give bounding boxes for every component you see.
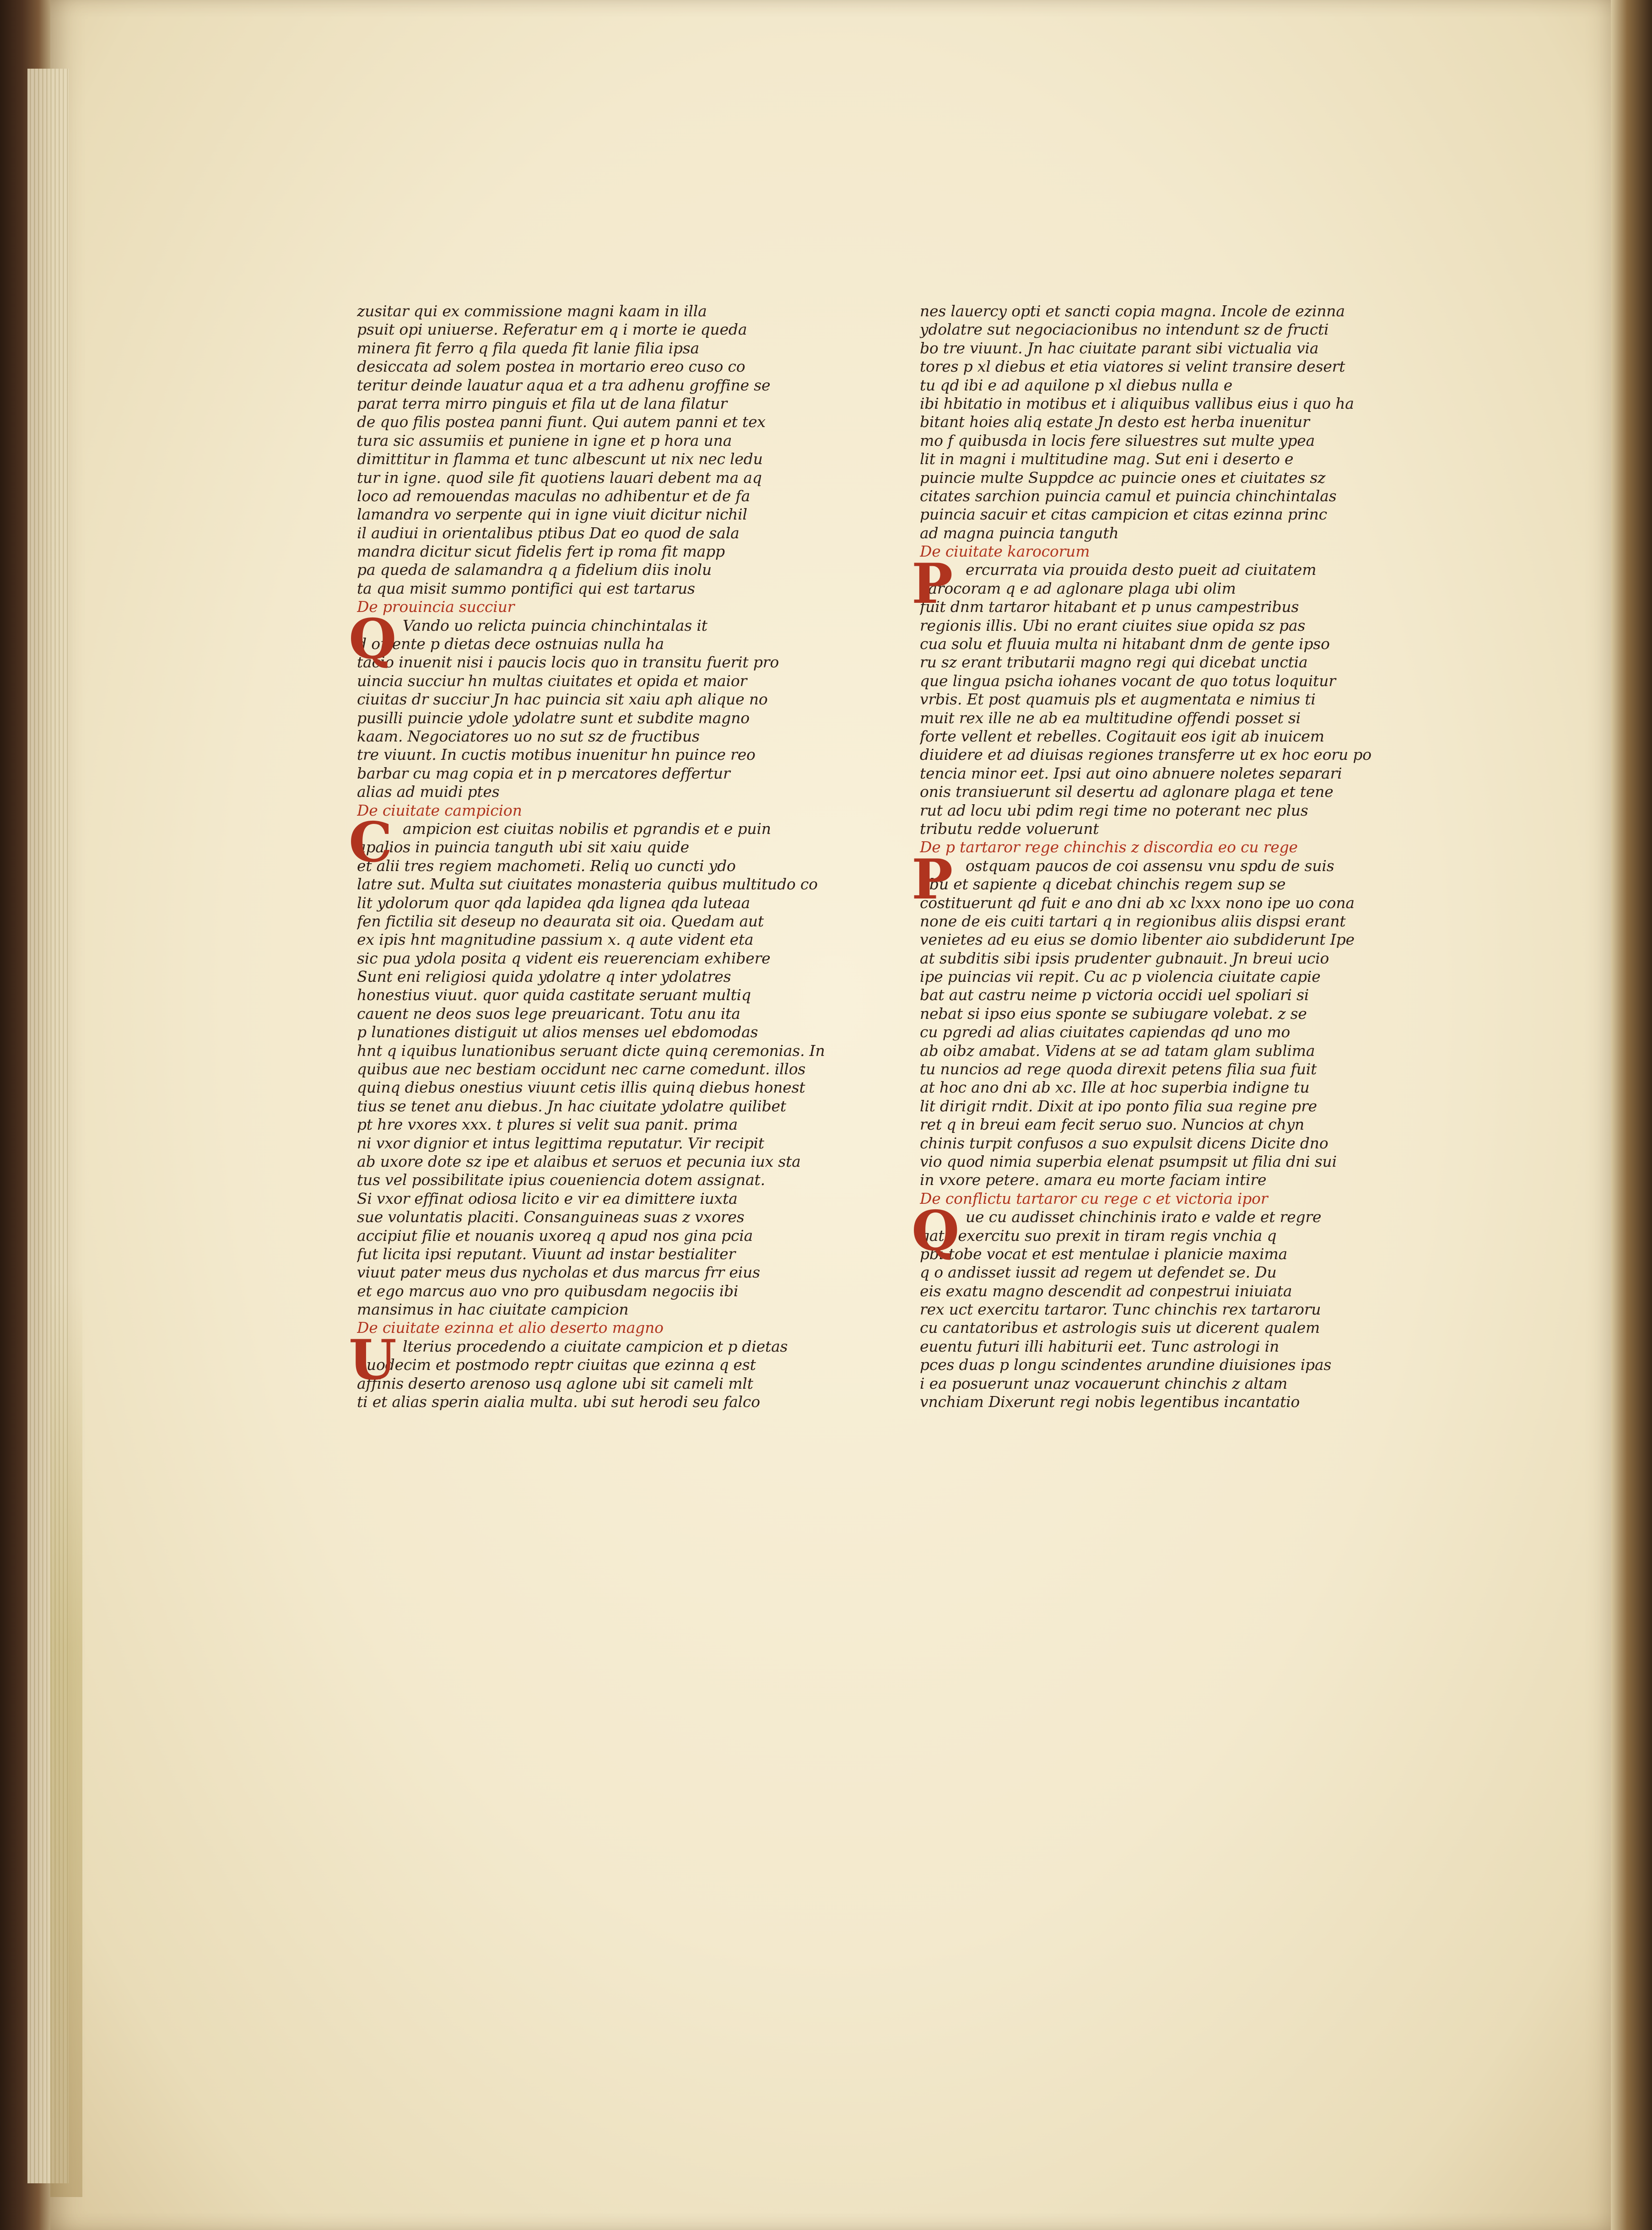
text-line: ru sz erant tributarii magno regi qui dicebat unctia xyxy=(920,653,1308,671)
text-line: uincia succiur hn multas ciuitates et opida et maior xyxy=(357,671,747,690)
rubric-heading: De ciuitate ezinna et alio deserto magno xyxy=(357,1319,664,1337)
text-line: kaam. Negociatores uo no sut sz de fructibus xyxy=(357,727,700,745)
text-line: de quo filis postea panni fiunt. Qui autem panni et tex xyxy=(357,413,766,431)
text-line: lit in magni i multitudine mag. Sut eni i deserto e xyxy=(920,450,1294,468)
text-line: lit dirigit rndit. Dixit at ipo ponto filia sua regine pre xyxy=(920,1097,1317,1115)
text-line: que lingua psicha iohanes vocant de quo totus loquitur xyxy=(920,671,1336,690)
text-line: tura sic assumiis et puniene in igne et p hora una xyxy=(357,431,732,449)
text-line: alias ad muidi ptes xyxy=(357,783,500,801)
text-line: ni vxor dignior et intus legittima reputatur. Vir recipit xyxy=(357,1134,764,1152)
decorated-initial: Q xyxy=(912,1198,960,1263)
text-line: cu cantatoribus et astrologis suis ut dicerent qualem xyxy=(920,1319,1320,1337)
text-line: fen fictilia sit deseup no deaurata sit oia. Quedam aut xyxy=(357,912,764,930)
text-line: loco ad remouendas maculas no adhibentur et de fa xyxy=(357,487,750,505)
text-line: chinis turpit confusos a suo expulsit dicens Dicite dno xyxy=(920,1134,1328,1152)
text-line: puincia sacuir et citas campicion et citas ezinna princ xyxy=(920,505,1328,524)
text-line: et ego marcus auo vno pro quibusdam negociis ibi xyxy=(357,1282,739,1300)
text-line: tur in igne. quod sile fit quotiens lauari debent ma aq xyxy=(357,468,762,487)
text-line: ab uxore dote sz ipe et alaibus et seruos et pecunia iux sta xyxy=(357,1152,801,1170)
text-line: pusilli puincie ydole ydolatre sunt et subdite magno xyxy=(357,709,750,727)
text-line: i ea posuerunt unaz vocauerunt chinchis z altam xyxy=(920,1374,1288,1392)
text-line: pa queda de salamandra q a fidelium diis inolu xyxy=(357,561,712,579)
text-line: q o andisset iussit ad regem ut defendet se. Du xyxy=(920,1263,1277,1282)
text-line: tacio inuenit nisi i paucis locis quo in transitu fuerit pro xyxy=(357,653,779,671)
text-line: Vando uo relicta puincia chinchintalas it xyxy=(403,616,707,634)
text-line: tores p xl diebus et etia viatores si velint transire desert xyxy=(920,357,1345,376)
text-line: fuit dnm tartaror hitabant et p unus campestribus xyxy=(920,598,1299,616)
text-line: il audiui in orientalibus ptibus Dat eo quod de sala xyxy=(357,524,740,542)
water-stain xyxy=(50,1282,82,2197)
text-line: rut ad locu ubi pdim regi time no poterant nec plus xyxy=(920,801,1308,819)
text-line: nebat si ipso eius sponte se subiugare volebat. z se xyxy=(920,1004,1307,1023)
text-line: diuidere et ad diuisas regiones transferre ut ex hoc eoru po xyxy=(920,746,1371,764)
left-text-column xyxy=(349,302,851,1411)
text-line: quibus aue nec bestiam occidunt nec carne comedunt. illos xyxy=(357,1060,806,1078)
text-line: ydolatre sut negociacionibus no intendunt sz de fructi xyxy=(920,320,1329,339)
text-line: affinis deserto arenoso usq aglone ubi sit cameli mlt xyxy=(357,1374,753,1392)
text-line: vio quod nimia superbia elenat psumpsit ut filia dni sui xyxy=(920,1152,1337,1170)
decorated-initial: Q xyxy=(349,606,397,671)
text-line: tencia minor eet. Ipsi aut oino abnuere noletes separari xyxy=(920,764,1342,782)
text-line: dimittitur in flamma et tunc albescunt ut nix nec ledu xyxy=(357,450,763,468)
text-line: p lunationes distiguit ut alios menses uel ebdomodas xyxy=(357,1023,758,1041)
text-line: ostquam paucos de coi assensu vnu spdu de suis xyxy=(966,856,1334,875)
text-line: venietes ad eu eius se domio libenter aio subdiderunt Ipe xyxy=(920,931,1355,949)
text-line: muit rex ille ne ab ea multitudine offendi posset si xyxy=(920,709,1301,727)
text-line: Si vxor effinat odiosa licito e vir ea dimittere iuxta xyxy=(357,1189,738,1207)
text-line: bo tre viuunt. Jn hac ciuitate parant sibi victualia via xyxy=(920,339,1319,357)
text-line: lamandra vo serpente qui in igne viuit dicitur nichil xyxy=(357,505,747,524)
text-line: rex uct exercitu tartaror. Tunc chinchis rex tartaroru xyxy=(920,1300,1321,1319)
text-line: pbi tobe vocat et est mentulae i planicie maxima xyxy=(920,1245,1288,1263)
text-line: ciuitas dr succiur Jn hac puincia sit xaiu aph alique no xyxy=(357,690,768,709)
text-line: ad magna puincia tanguth xyxy=(920,524,1119,542)
text-line: desiccata ad solem postea in mortario ereo cuso co xyxy=(357,357,745,376)
text-line: vnchiam Dixerunt regi nobis legentibus incantatio xyxy=(920,1393,1300,1411)
text-line: quinq diebus onestius viuunt cetis illis quinq diebus honest xyxy=(357,1078,805,1097)
text-line: vrbis. Et post quamuis pls et augmentata e nimius ti xyxy=(920,690,1316,709)
text-line: ercurrata via prouida desto pueit ad ciuitatem xyxy=(966,561,1317,579)
text-line: in vxore petere. amara eu morte faciam intire xyxy=(920,1171,1267,1189)
text-line: pbu et sapiente q dicebat chinchis regem sup se xyxy=(920,875,1286,893)
text-line: sue voluntatis placiti. Consanguineas suas z vxores xyxy=(357,1208,745,1226)
right-text-column xyxy=(912,302,1441,1411)
text-line: tius se tenet anu diebus. Jn hac ciuitate ydolatre quilibet xyxy=(357,1097,786,1115)
text-line: ue cu audisset chinchinis irato e valde et regre xyxy=(966,1208,1322,1226)
text-line: gato exercitu suo prexit in tiram regis vnchia q xyxy=(920,1226,1277,1245)
text-line: minera fit ferro q fila queda fit lanie filia ipsa xyxy=(357,339,699,357)
text-line: duodecim et postmodo reptr ciuitas que ezinna q est xyxy=(357,1356,756,1374)
text-line: citates sarchion puincia camul et puincia chinchintalas xyxy=(920,487,1337,505)
text-line: nes lauercy opti et sancti copia magna. Incole de ezinna xyxy=(920,302,1345,320)
text-line: puincie multe Suppdce ac puincie ones et ciuitates sz xyxy=(920,468,1326,487)
text-line: costituerunt qd fuit e ano dni ab xc lxxx nono ipe uo cona xyxy=(920,893,1355,912)
decorated-initial: U xyxy=(349,1328,397,1393)
text-line: lit ydolorum quor qda lapidea qda lignea qda luteaa xyxy=(357,893,750,912)
text-line: mandra dicitur sicut fidelis fert ip roma fit mapp xyxy=(357,542,725,561)
text-line: d oriente p dietas dece ostnuias nulla ha xyxy=(357,635,664,653)
text-line: ex ipis hnt magnitudine passium x. q aute vident eta xyxy=(357,931,754,949)
text-line: mo f quibusda in locis fere siluestres sut multe ypea xyxy=(920,431,1315,449)
text-line: tu nuncios ad rege quoda direxit petens filia sua fuit xyxy=(920,1060,1317,1078)
rubric-heading: De p tartaror rege chinchis z discordia eo cu rege xyxy=(920,838,1298,856)
text-line: ta qua misit summo pontifici qui est tartarus xyxy=(357,579,695,597)
text-line: apalios in puincia tanguth ubi sit xaiu quide xyxy=(357,838,689,856)
text-line: psuit opi uniuerse. Referatur em q i morte ie queda xyxy=(357,320,747,339)
text-line: latre sut. Multa sut ciuitates monasteria quibus multitudo co xyxy=(357,875,818,893)
text-line: barbar cu mag copia et in p mercatores deffertur xyxy=(357,764,730,782)
text-line: hnt q iquibus lunationibus seruant dicte quinq ceremonias. In xyxy=(357,1041,825,1060)
text-line: lterius procedendo a ciuitate campicion et p dietas xyxy=(403,1337,788,1355)
rubric-heading: De conflictu tartaror cu rege c et victoria ipor xyxy=(920,1189,1268,1207)
text-line: mansimus in hac ciuitate campicion xyxy=(357,1300,629,1319)
text-line: fut licita ipsi reputant. Viuunt ad instar bestialiter xyxy=(357,1245,736,1263)
text-line: parat terra mirro pinguis et fila ut de lana filatur xyxy=(357,394,727,412)
text-line: viuut pater meus dus nycholas et dus marcus frr eius xyxy=(357,1263,760,1282)
rubric-heading: De prouincia succiur xyxy=(357,598,515,616)
text-line: cu pgredi ad alias ciuitates capiendas qd uno mo xyxy=(920,1023,1290,1041)
decorated-initial: C xyxy=(349,810,393,875)
text-line: cua solu et fluuia multa ni hitabant dnm de gente ipso xyxy=(920,635,1330,653)
text-line: ti et alias sperin aialia multa. ubi sut herodi seu falco xyxy=(357,1393,760,1411)
text-line: accipiut filie et nouanis uxoreq q apud nos gina pcia xyxy=(357,1226,753,1245)
text-line: ibi hbitatio in motibus et i aliquibus vallibus eius i quo ha xyxy=(920,394,1354,412)
binding-edge-right xyxy=(1611,0,1652,2230)
text-line: teritur deinde lauatur aqua et a tra adhenu groffine se xyxy=(357,376,771,394)
text-line: ampicion est ciuitas nobilis et pgrandis et e puin xyxy=(403,819,771,838)
text-line: tus vel possibilitate ipius coueniencia dotem assignat. xyxy=(357,1171,765,1189)
text-line: et alii tres regiem machometi. Reliq uo cuncti ydo xyxy=(357,856,736,875)
text-line: cauent ne deos suos lege preuaricant. Totu anu ita xyxy=(357,1004,740,1023)
text-line: zusitar qui ex commissione magni kaam in illa xyxy=(357,302,707,320)
decorated-initial: P xyxy=(912,847,953,912)
decorated-initial: P xyxy=(912,551,953,616)
text-line: regionis illis. Ubi no erant ciuites siue opida sz pas xyxy=(920,616,1306,634)
rubric-heading: De ciuitate karocorum xyxy=(920,542,1090,561)
text-line: tributu redde voluerunt xyxy=(920,819,1099,838)
text-line: at hoc ano dni ab xc. Ille at hoc superbia indigne tu xyxy=(920,1078,1310,1097)
text-line: onis transiuerunt sil desertu ad aglonare plaga et tene xyxy=(920,783,1333,801)
text-line: Sunt eni religiosi quida ydolatre q inter ydolatres xyxy=(357,968,731,986)
text-line: sic pua ydola posita q vident eis reuerenciam exhibere xyxy=(357,949,771,967)
text-line: tre viuunt. In cuctis motibus inuenitur hn puince reo xyxy=(357,746,756,764)
text-line: at subditis sibi ipsis prudenter gubnauit. Jn breui ucio xyxy=(920,949,1329,967)
text-line: ret q in breui eam fecit seruo suo. Nuncios at chyn xyxy=(920,1115,1305,1134)
text-line: tu qd ibi e ad aquilone p xl diebus nulla e xyxy=(920,376,1233,394)
text-line: pces duas p longu scindentes arundine diuisiones ipas xyxy=(920,1356,1332,1374)
text-line: forte vellent et rebelles. Cogitauit eos igit ab inuicem xyxy=(920,727,1324,745)
text-line: honestius viuut. quor quida castitate seruant multiq xyxy=(357,986,751,1004)
text-line: bitant hoies aliq estate Jn desto est herba inuenitur xyxy=(920,413,1310,431)
text-line: pt hre vxores xxx. t plures si velit sua panit. prima xyxy=(357,1115,738,1134)
text-line: eis exatu magno descendit ad conpestrui iniuiata xyxy=(920,1282,1292,1300)
text-line: carocoram q e ad aglonare plaga ubi olim xyxy=(920,579,1236,597)
text-line: ipe puincias vii repit. Cu ac p violencia ciuitate capie xyxy=(920,968,1321,986)
text-line: none de eis cuiti tartari q in regionibus aliis dispsi erant xyxy=(920,912,1346,930)
rubric-heading: De ciuitate campicion xyxy=(357,801,522,819)
text-line: ab oibz amabat. Videns at se ad tatam glam sublima xyxy=(920,1041,1315,1060)
text-line: euentu futuri illi habiturii eet. Tunc astrologi in xyxy=(920,1337,1279,1355)
text-line: bat aut castru neime p victoria occidi uel spoliari si xyxy=(920,986,1309,1004)
